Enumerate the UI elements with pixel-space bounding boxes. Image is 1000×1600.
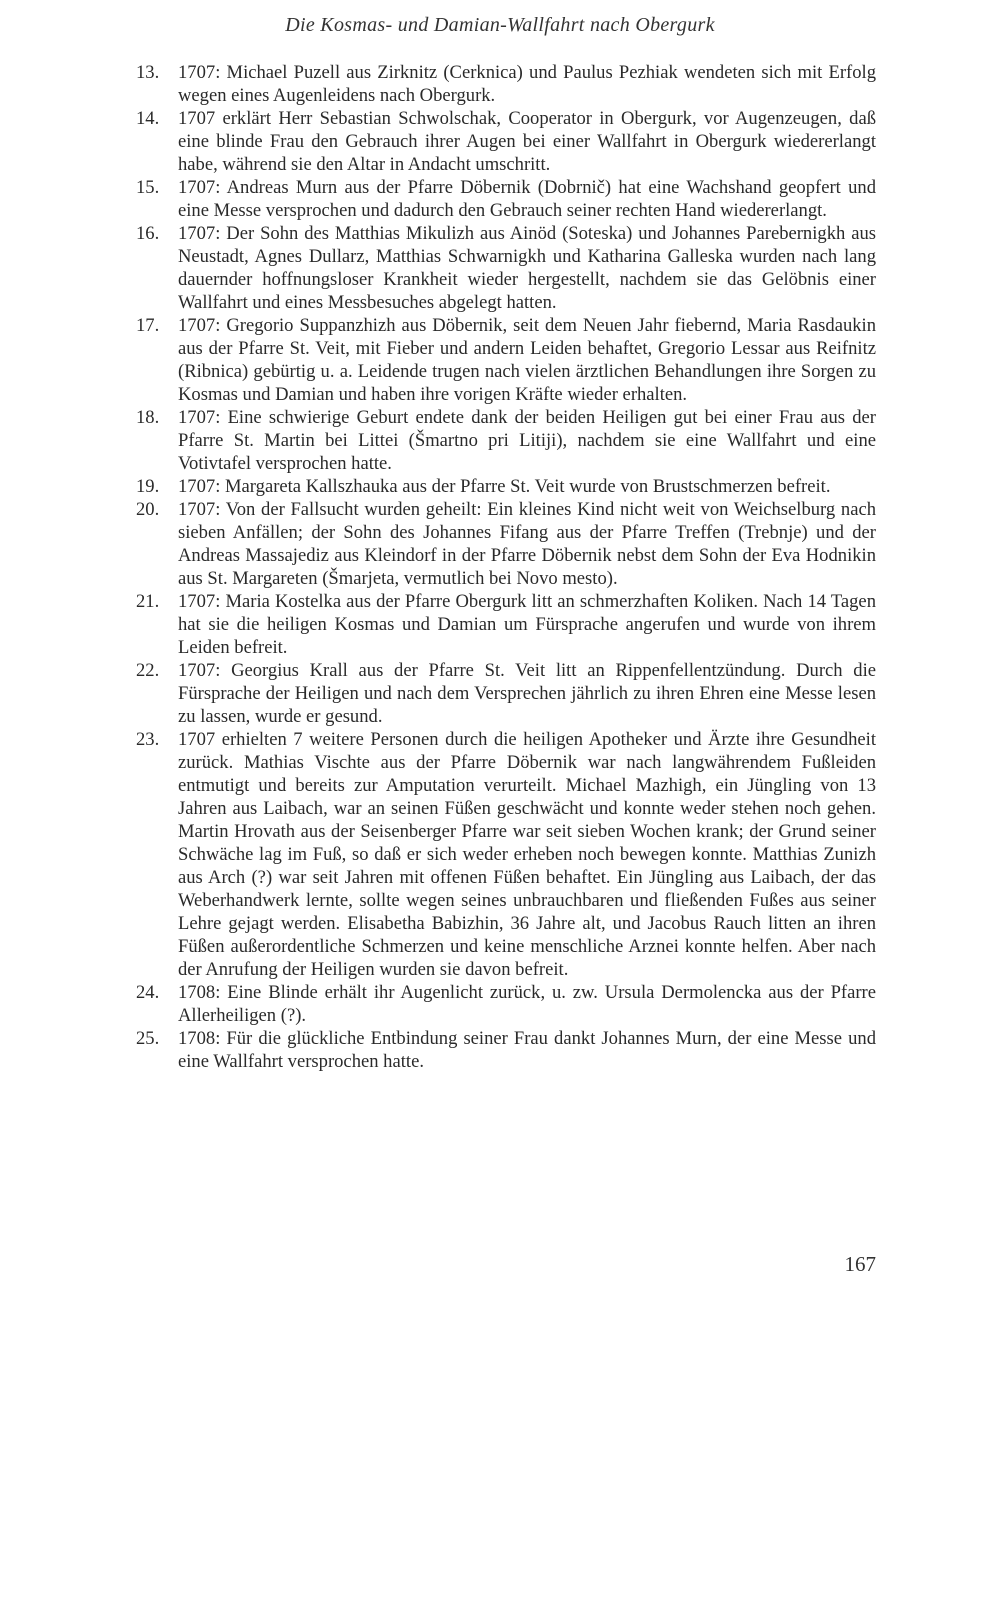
entry-text: 1707: Eine schwierige Geburt endete dank der beiden Heiligen gut bei einer Frau aus der Pfarre St. Martin bei Littei (Šmartno pri Litiji), nachdem sie eine Wallfahrt und eine Votivtafel versprochen hatte. — [178, 407, 876, 474]
entry-number: 20. — [136, 499, 160, 520]
entry-number: 19. — [136, 476, 160, 497]
entry-18 — [136, 406, 876, 475]
page-number: 167 — [844, 1252, 876, 1276]
entry-25 — [136, 1027, 876, 1073]
entry-number: 16. — [136, 223, 160, 244]
entry-21 — [136, 590, 876, 659]
entry-24 — [136, 981, 876, 1027]
entry-number: 18. — [136, 407, 160, 428]
entry-19 — [136, 475, 876, 498]
entry-17 — [136, 314, 876, 406]
entry-23 — [136, 728, 876, 981]
entry-text: 1707: Andreas Murn aus der Pfarre Döbernik (Dobrnič) hat eine Wachshand geopfert und eine Messe versprochen und dadurch den Gebrauch seiner rechten Hand wiedererlangt. — [178, 177, 876, 221]
entry-number: 25. — [136, 1028, 160, 1049]
entry-16 — [136, 222, 876, 314]
entry-number: 22. — [136, 660, 160, 681]
entry-text: 1707: Von der Fallsucht wurden geheilt: Ein kleines Kind nicht weit von Weichselburg nach sieben Anfällen; der Sohn des Johannes Fifang aus der Pfarre Treffen (Trebnje) und der Andreas Massajediz aus Kleindorf in der Pfarre Döbernik nebst dem Sohn der Eva Hodnikin aus St. Margareten (Šmarjeta, vermutlich bei Novo mesto). — [178, 499, 876, 589]
entry-number: 13. — [136, 62, 160, 83]
entry-list — [136, 61, 876, 1073]
entry-14 — [136, 107, 876, 176]
running-title: Die Kosmas- und Damian-Wallfahrt nach Obergurk — [285, 14, 715, 36]
entry-20 — [136, 498, 876, 590]
entry-number: 23. — [136, 729, 160, 750]
entry-number: 17. — [136, 315, 160, 336]
entry-text: 1707: Gregorio Suppanzhizh aus Döbernik, seit dem Neuen Jahr fiebernd, Maria Rasdaukin aus der Pfarre St. Veit, mit Fieber und andern Leiden behaftet, Gregorio Lessar aus Reifnitz (Ribnica) gebürtig u. a. Leidende trugen nach vielen ärztlichen Behandlungen ihre Sorgen zu Kosmas und Damian und haben ihre vorigen Kräfte wieder erhalten. — [178, 315, 876, 405]
entry-text: 1707: Der Sohn des Matthias Mikulizh aus Ainöd (Soteska) und Johannes Parebernigkh aus Neustadt, Agnes Dullarz, Matthias Schwarnigkh und Katharina Galleska wurden nach lang dauernder hoffnungsloser Krankheit wieder hergestellt, nachdem sie das Gelöbnis einer Wallfahrt und eines Messbesuches abgelegt hatten. — [178, 223, 876, 313]
entry-text: 1707 erklärt Herr Sebastian Schwolschak, Cooperator in Obergurk, vor Augenzeugen, daß eine blinde Frau den Gebrauch ihrer Augen bei einer Wallfahrt in Obergurk wiedererlangt habe, während sie den Altar in Andacht umschritt. — [178, 108, 876, 175]
entry-text: 1708: Für die glückliche Entbindung seiner Frau dankt Johannes Murn, der eine Messe und eine Wallfahrt versprochen hatte. — [178, 1028, 876, 1072]
entry-22 — [136, 659, 876, 728]
entry-text: 1707: Michael Puzell aus Zirknitz (Cerknica) und Paulus Pezhiak wendeten sich mit Erfolg wegen eines Augenleidens nach Obergurk. — [178, 62, 876, 106]
entry-number: 21. — [136, 591, 160, 612]
entry-13 — [136, 61, 876, 107]
entry-text: 1707: Georgius Krall aus der Pfarre St. Veit litt an Rippenfellentzündung. Durch die Fürsprache der Heiligen und nach dem Versprechen jährlich zu ihren Ehren eine Messe lesen zu lassen, wurde er gesund. — [178, 660, 876, 727]
entry-text: 1707: Maria Kostelka aus der Pfarre Obergurk litt an schmerzhaften Koliken. Nach 14 Tagen hat sie die heiligen Kosmas und Damian um Fürsprache angerufen und wurde von ihrem Leiden befreit. — [178, 591, 876, 658]
entry-number: 15. — [136, 177, 160, 198]
entry-text: 1707: Margareta Kallszhauka aus der Pfarre St. Veit wurde von Brustschmerzen befreit. — [178, 476, 831, 497]
entry-text: 1707 erhielten 7 weitere Personen durch die heiligen Apotheker und Ärzte ihre Gesundheit zurück. Mathias Vischte aus der Pfarre Döbernik war nach langwährendem Fußleiden entmutigt und bereits zur Amputation verurteilt. Michael Mazhigh, ein Jüngling von 13 Jahren aus Laibach, war an seinen Füßen geschwächt und konnte weder stehen noch gehen. Martin Hrovath aus der Seisenberger Pfarre war seit sieben Wochen krank; der Grund seiner Schwäche lag im Fuß, so daß er sich weder erheben noch bewegen konnte. Matthias Zunizh aus Arch (?) war seit Jahren mit offenen Füßen behaftet. Ein Jüngling aus Laibach, der das Weberhandwerk lernte, sollte wegen seines unbrauchbaren und fließenden Fußes aus seiner Lehre gejagt werden. Elisabetha Babizhin, 36 Jahre alt, und Jacobus Rauch litten an ihren Füßen außerordentliche Schmerzen und keine menschliche Arznei konnte helfen. Aber nach der Anrufung der Heiligen wurden sie davon befreit. — [178, 729, 876, 980]
entry-15 — [136, 176, 876, 222]
entry-number: 14. — [136, 108, 160, 129]
entry-number: 24. — [136, 982, 160, 1003]
entry-text: 1708: Eine Blinde erhält ihr Augenlicht zurück, u. zw. Ursula Dermolencka aus der Pfarre Allerheiligen (?). — [178, 982, 876, 1026]
